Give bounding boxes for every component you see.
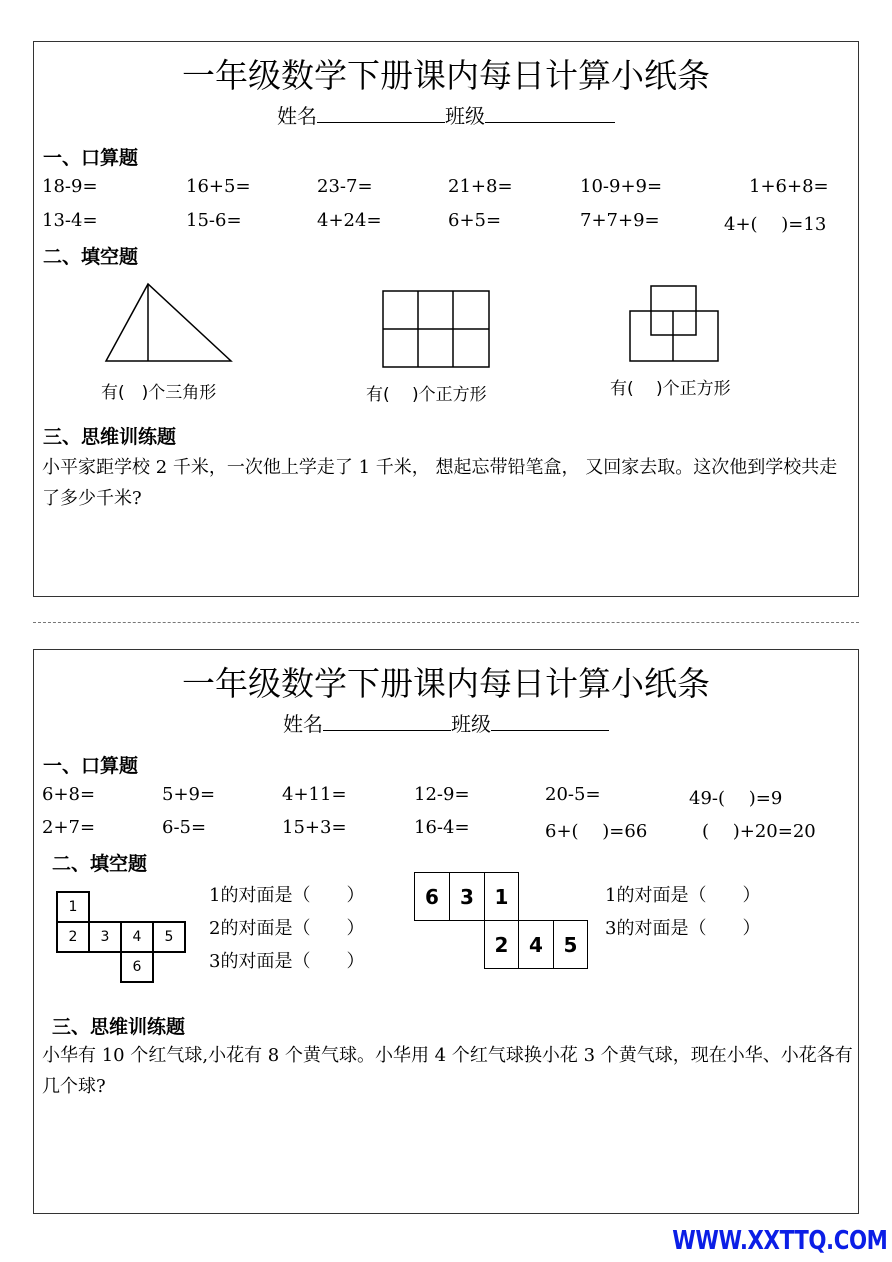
name-label: 姓名 bbox=[277, 104, 317, 128]
net-face: 3 bbox=[88, 921, 122, 953]
net-face: 6 bbox=[414, 872, 450, 921]
problem: 5+9= bbox=[162, 784, 216, 805]
problem: 15+3= bbox=[282, 817, 347, 838]
problem: 1+6+8= bbox=[749, 176, 829, 197]
class-label: 班级 bbox=[445, 104, 485, 128]
net-face: 6 bbox=[120, 951, 154, 983]
worksheet-1 bbox=[33, 41, 859, 597]
problem: 12-9= bbox=[414, 784, 470, 805]
net-face: 1 bbox=[56, 891, 90, 923]
name-label: 姓名 bbox=[283, 712, 323, 736]
worksheet-2 bbox=[33, 649, 859, 1214]
problem: 7+7+9= bbox=[580, 210, 660, 231]
class-blank bbox=[491, 712, 609, 731]
square-grid-figure bbox=[382, 290, 492, 370]
word-problem: 小平家距学校 2 千米，一次他上学走了 1 千米， 想起忘带铅笔盒， 又回家去取。这次他到学校共走了多少千米? bbox=[42, 457, 838, 509]
problem: 4+24= bbox=[317, 210, 382, 231]
net-face: 4 bbox=[518, 920, 554, 969]
triangle-figure bbox=[104, 282, 234, 364]
problem: 6+( )=66 bbox=[545, 821, 648, 842]
net-face: 5 bbox=[553, 920, 588, 969]
section-heading-oral: 一、口算题 bbox=[43, 755, 139, 777]
problem: 10-9+9= bbox=[580, 176, 663, 197]
name-blank bbox=[317, 104, 445, 123]
net-face: 4 bbox=[120, 921, 154, 953]
net-face: 3 bbox=[449, 872, 485, 921]
problem: 16-4= bbox=[414, 817, 470, 838]
section-heading-fill: 二、填空题 bbox=[52, 853, 148, 875]
student-info bbox=[34, 708, 858, 737]
net-face: 2 bbox=[484, 920, 519, 969]
problem: 18-9= bbox=[42, 176, 98, 197]
name-blank bbox=[323, 712, 451, 731]
problem: 20-5= bbox=[545, 784, 601, 805]
net-face: 5 bbox=[152, 921, 186, 953]
problem: ( )+20=20 bbox=[702, 821, 816, 842]
section-heading-oral: 一、口算题 bbox=[43, 147, 139, 169]
net1-question: 2的对面是（ ） bbox=[209, 918, 365, 939]
class-label: 班级 bbox=[451, 712, 491, 736]
section-heading-fill: 二、填空题 bbox=[43, 246, 139, 268]
overlapping-squares-figure bbox=[629, 285, 721, 363]
section-heading-thinking: 三、思维训练题 bbox=[43, 426, 177, 448]
net1-question: 1的对面是（ ） bbox=[209, 885, 365, 906]
overlap-caption: 有( )个正方形 bbox=[610, 379, 731, 399]
problem: 4+11= bbox=[282, 784, 347, 805]
grid-caption: 有( )个正方形 bbox=[366, 385, 487, 405]
net-face: 2 bbox=[56, 921, 90, 953]
triangle-caption: 有( )个三角形 bbox=[101, 383, 217, 403]
cube-net-1 bbox=[56, 891, 188, 985]
net-face: 1 bbox=[484, 872, 519, 921]
section-heading-thinking: 三、思维训练题 bbox=[52, 1016, 186, 1038]
worksheet-title: 一年级数学下册课内每日计算小纸条 bbox=[182, 56, 710, 95]
student-info bbox=[34, 100, 858, 129]
word-problem: 小华有 10 个红气球,小花有 8 个黄气球。小华用 4 个红气球换小花 3 个黄气球，现在小华、小花各有几个球? bbox=[42, 1045, 853, 1097]
cube-net-2 bbox=[414, 872, 589, 970]
net1-question: 3的对面是（ ） bbox=[209, 951, 365, 972]
worksheet-title: 一年级数学下册课内每日计算小纸条 bbox=[182, 664, 710, 703]
cut-line bbox=[33, 622, 859, 623]
problem: 21+8= bbox=[448, 176, 513, 197]
problem: 15-6= bbox=[186, 210, 242, 231]
problem: 49-( )=9 bbox=[689, 788, 783, 809]
problem: 13-4= bbox=[42, 210, 98, 231]
problem: 23-7= bbox=[317, 176, 373, 197]
class-blank bbox=[485, 104, 615, 123]
problem: 6+5= bbox=[448, 210, 502, 231]
problem: 2+7= bbox=[42, 817, 96, 838]
problem: 6+8= bbox=[42, 784, 96, 805]
site-watermark: WWW.XXTTQ.COM bbox=[671, 1226, 887, 1256]
net2-question: 3的对面是（ ） bbox=[605, 918, 761, 939]
net2-question: 1的对面是（ ） bbox=[605, 885, 761, 906]
problem: 16+5= bbox=[186, 176, 251, 197]
problem: 6-5= bbox=[162, 817, 207, 838]
problem: 4+( )=13 bbox=[724, 214, 827, 235]
